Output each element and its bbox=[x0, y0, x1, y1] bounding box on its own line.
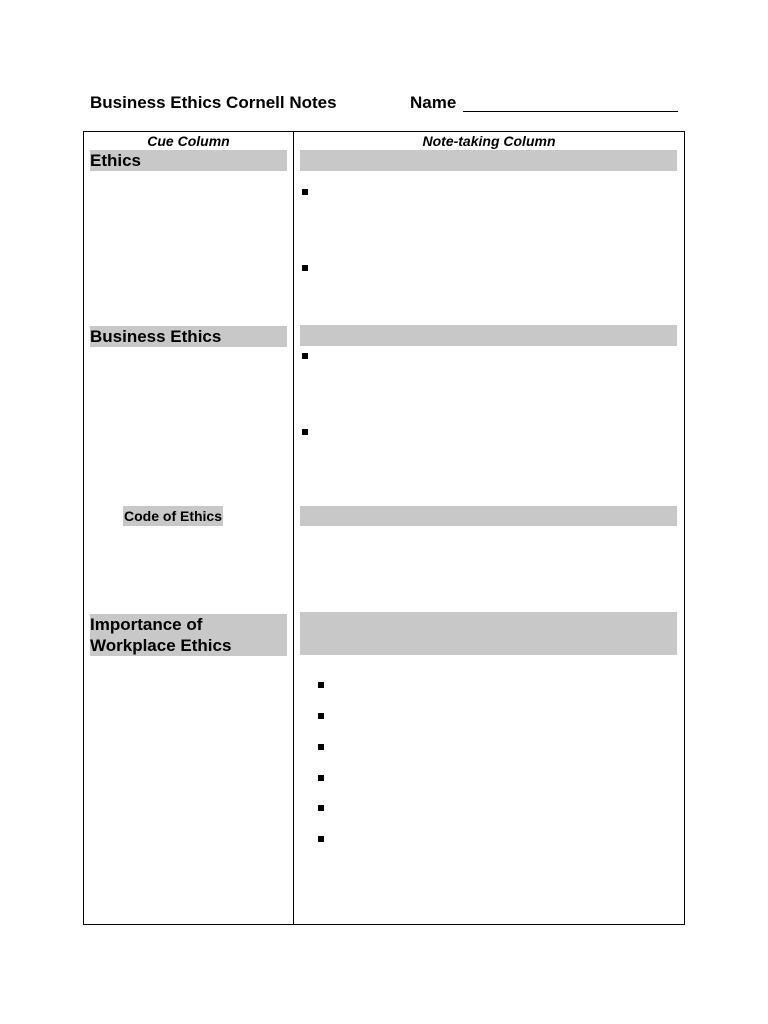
cue-column-header: Cue Column bbox=[147, 133, 230, 149]
page-title: Business Ethics Cornell Notes bbox=[90, 93, 337, 112]
bullet-icon bbox=[302, 189, 308, 195]
cue-business-ethics: Business Ethics bbox=[90, 326, 287, 347]
column-divider bbox=[293, 131, 294, 925]
bullet-icon bbox=[318, 744, 324, 750]
cue-importance-line2: Workplace Ethics bbox=[90, 636, 232, 655]
note-bar-importance[interactable] bbox=[300, 612, 677, 655]
note-bar-ethics[interactable] bbox=[300, 150, 677, 171]
note-bar-code-of-ethics[interactable] bbox=[300, 506, 677, 526]
note-bar-business-ethics[interactable] bbox=[300, 325, 677, 346]
cue-code-of-ethics: Code of Ethics bbox=[124, 508, 223, 524]
notes-table-frame bbox=[83, 131, 685, 925]
bullet-icon bbox=[318, 713, 324, 719]
note-column-header: Note-taking Column bbox=[422, 133, 556, 149]
cue-importance-line1: Importance of bbox=[90, 615, 203, 634]
bullet-icon bbox=[302, 429, 308, 435]
cue-ethics: Ethics bbox=[90, 150, 287, 171]
bullet-icon bbox=[318, 775, 324, 781]
name-label: Name bbox=[410, 93, 457, 112]
bullet-icon bbox=[302, 353, 308, 359]
bullet-icon bbox=[302, 265, 308, 271]
cue-importance-workplace-ethics bbox=[90, 614, 287, 656]
name-blank-line[interactable] bbox=[463, 111, 678, 112]
bullet-icon bbox=[318, 805, 324, 811]
bullet-icon bbox=[318, 836, 324, 842]
bullet-icon bbox=[318, 682, 324, 688]
